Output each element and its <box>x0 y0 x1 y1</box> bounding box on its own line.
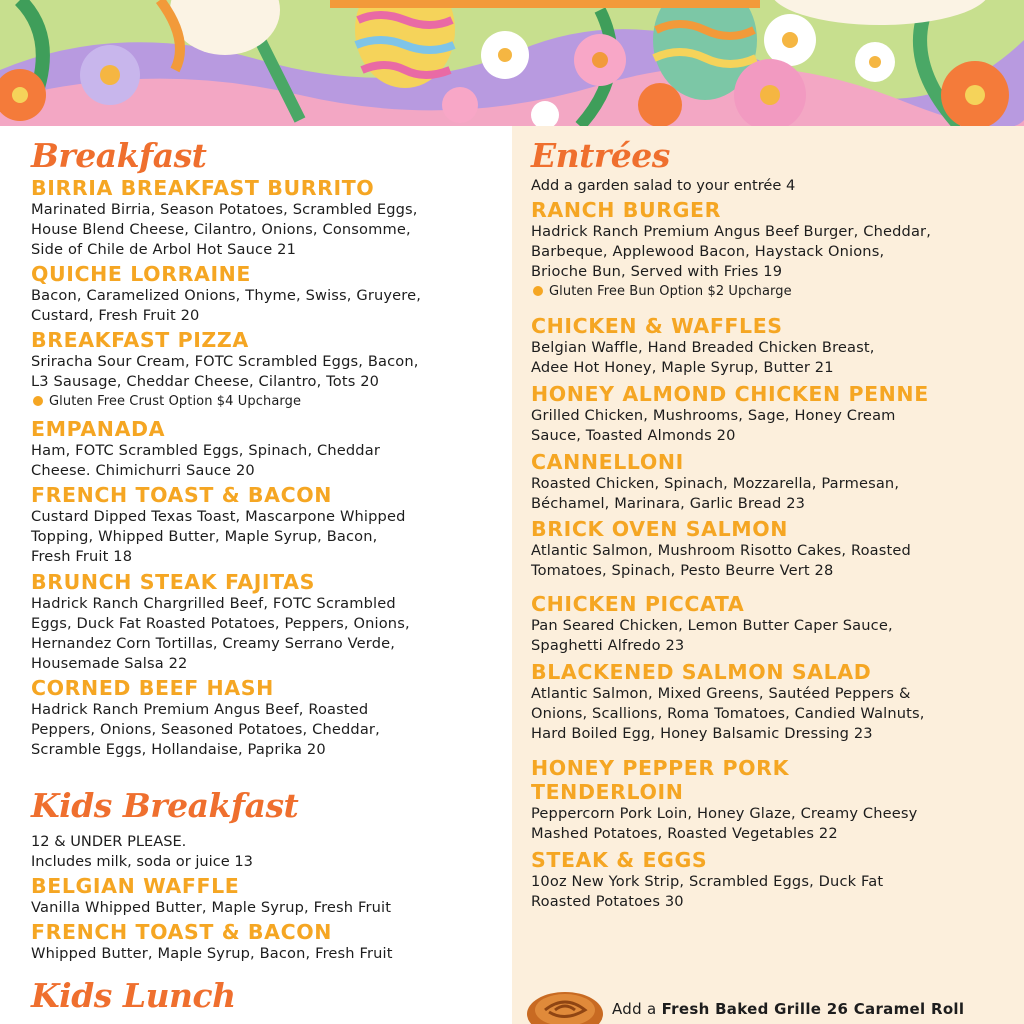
entree-items <box>531 196 1024 912</box>
gluten-free-note <box>531 282 1024 301</box>
menu-item <box>31 176 512 260</box>
caramel-roll-prefix: Add a <box>612 1000 662 1018</box>
menu-item-description: Vanilla Whipped Butter, Maple Syrup, Fresh Fruit <box>31 899 392 916</box>
gluten-free-note-text: Gluten Free Crust Option $4 Upcharge <box>49 394 302 409</box>
kids-breakfast-age-note: 12 & UNDER PLEASE. <box>31 833 187 850</box>
menu-item-description: Spaghetti Alfredo 23 <box>531 637 685 654</box>
banner-illustration <box>0 0 1024 126</box>
menu-item-description: Sriracha Sour Cream, FOTC Scrambled Eggs, Bacon, <box>31 353 419 370</box>
menu-item-name: RANCH BURGER <box>531 198 722 222</box>
right-menu-column <box>512 126 1024 1024</box>
menu-item-description: Side of Chile de Arbol Hot Sauce 21 <box>31 241 297 258</box>
menu-item-description: L3 Sausage, Cheddar Cheese, Cilantro, Tots 20 <box>31 373 380 390</box>
menu-item-name: STEAK & EGGS <box>531 848 708 872</box>
menu-item-description: Mashed Potatoes, Roasted Vegetables 22 <box>531 825 838 842</box>
caramel-roll-text <box>612 1000 964 1018</box>
flower-icon <box>80 45 140 105</box>
menu-item-description: Belgian Waffle, Hand Breaded Chicken Breast, <box>531 339 875 356</box>
menu-item <box>31 872 512 918</box>
menu-item-description: Custard Dipped Texas Toast, Mascarpone Whipped <box>31 508 406 525</box>
menu-item-description: Bacon, Caramelized Onions, Thyme, Swiss, Gruyere, <box>31 287 422 304</box>
menu-item-description: Sauce, Toasted Almonds 20 <box>531 427 736 444</box>
menu-item-name: FRENCH TOAST & BACON <box>31 483 333 507</box>
flower-icon <box>574 34 626 86</box>
menu-item-description: 10oz New York Strip, Scrambled Eggs, Duck Fat <box>531 873 884 890</box>
menu-item-description: Housemade Salsa 22 <box>31 655 188 672</box>
menu-item <box>531 446 1024 514</box>
menu-item-name: HONEY ALMOND CHICKEN PENNE <box>531 382 929 406</box>
menu-item-name: QUICHE LORRAINE <box>31 262 252 286</box>
menu-item-description: Topping, Whipped Butter, Maple Syrup, Bacon, <box>31 528 378 545</box>
menu-item-name: BREAKFAST PIZZA <box>31 328 249 352</box>
flower-icon <box>941 61 1009 126</box>
flower-icon <box>764 14 816 66</box>
breakfast-items <box>31 176 512 760</box>
menu-item <box>31 481 512 567</box>
caramel-roll-name: Fresh Baked Grille 26 Caramel Roll <box>661 1000 965 1018</box>
entrees-salad-note: Add a garden salad to your entrée 4 <box>531 177 796 194</box>
gluten-free-dot-icon <box>533 286 543 296</box>
menu-item-description: Peppercorn Pork Loin, Honey Glaze, Creamy Cheesy <box>531 805 918 822</box>
gluten-free-note <box>31 392 512 411</box>
section-title-breakfast: Breakfast <box>31 136 207 175</box>
left-menu-column <box>0 126 512 1024</box>
menu-item-description: Onions, Scallions, Roma Tomatoes, Candied Walnuts, <box>531 705 925 722</box>
menu-item-description: Whipped Butter, Maple Syrup, Bacon, Fresh Fruit <box>31 945 393 962</box>
menu-item-description: Atlantic Salmon, Mushroom Risotto Cakes, Roasted <box>531 542 911 559</box>
menu-item-name: CHICKEN PICCATA <box>531 592 745 616</box>
kids-breakfast-items <box>31 872 512 964</box>
menu-item <box>531 656 1024 744</box>
menu-item <box>531 581 1024 656</box>
menu-item-name: CANNELLONI <box>531 450 684 474</box>
section-title-kids-breakfast: Kids Breakfast <box>31 786 299 825</box>
kids-breakfast-drink-note: Includes milk, soda or juice 13 <box>31 853 253 870</box>
menu-item <box>31 567 512 674</box>
flower-icon <box>481 31 529 79</box>
menu-item-description: House Blend Cheese, Cilantro, Onions, Consomme, <box>31 221 411 238</box>
menu-item-name: CHICKEN & WAFFLES <box>531 314 783 338</box>
cinnamon-roll-icon <box>525 984 605 1024</box>
menu-item-name: HONEY PEPPER PORK <box>531 756 790 780</box>
menu-item <box>531 844 1024 912</box>
menu-item-description: Barbeque, Applewood Bacon, Haystack Onions, <box>531 243 885 260</box>
menu-item-description: Adee Hot Honey, Maple Syrup, Butter 21 <box>531 359 834 376</box>
menu-item-name: BRUNCH STEAK FAJITAS <box>31 570 315 594</box>
menu-item-description: Béchamel, Marinara, Garlic Bread 23 <box>531 495 806 512</box>
menu-item <box>531 378 1024 446</box>
menu-item <box>31 260 512 326</box>
menu-item <box>31 918 512 964</box>
menu-item-name: CORNED BEEF HASH <box>31 676 274 700</box>
menu-item-description: Tomatoes, Spinach, Pesto Beurre Vert 28 <box>531 562 834 579</box>
menu-item <box>31 326 512 411</box>
menu-item-description: Pan Seared Chicken, Lemon Butter Caper Sauce, <box>531 617 893 634</box>
spring-easter-banner <box>0 0 1024 126</box>
section-title-kids-lunch: Kids Lunch <box>31 976 236 1015</box>
menu-item <box>531 196 1024 301</box>
gluten-free-note-text: Gluten Free Bun Option $2 Upcharge <box>549 284 792 299</box>
menu-item-name: BLACKENED SALMON SALAD <box>531 660 872 684</box>
menu-item-name: FRENCH TOAST & BACON <box>31 920 333 944</box>
menu-item <box>531 514 1024 581</box>
section-title-entrees: Entrées <box>531 136 670 175</box>
menu-item <box>31 411 512 481</box>
menu-item-description: Hard Boiled Egg, Honey Balsamic Dressing 23 <box>531 725 873 742</box>
menu-item-description: Cheese. Chimichurri Sauce 20 <box>31 462 255 479</box>
menu-item-description: Brioche Bun, Served with Fries 19 <box>531 263 783 280</box>
menu-item-name: BIRRIA BREAKFAST BURRITO <box>31 176 375 200</box>
gluten-free-dot-icon <box>33 396 43 406</box>
menu-item-name: BRICK OVEN SALMON <box>531 517 789 541</box>
menu-item-description: Peppers, Onions, Seasoned Potatoes, Cheddar, <box>31 721 380 738</box>
menu-item-description: Ham, FOTC Scrambled Eggs, Spinach, Cheddar <box>31 442 380 459</box>
menu-item-name: BELGIAN WAFFLE <box>31 874 240 898</box>
menu-item-description: Hernandez Corn Tortillas, Creamy Serrano Verde, <box>31 635 396 652</box>
caramel-roll-promo <box>525 984 1024 1024</box>
menu-item-description: Roasted Potatoes 30 <box>531 893 684 910</box>
menu-item-description: Roasted Chicken, Spinach, Mozzarella, Parmesan, <box>531 475 900 492</box>
menu-item-description: Fresh Fruit 18 <box>31 548 133 565</box>
menu-item-description: Grilled Chicken, Mushrooms, Sage, Honey Cream <box>531 407 896 424</box>
menu-item-description: Eggs, Duck Fat Roasted Potatoes, Peppers, Onions, <box>31 615 410 632</box>
menu-item <box>31 674 512 760</box>
menu-item-name: EMPANADA <box>31 417 166 441</box>
menu-item-description: Hadrick Ranch Chargrilled Beef, FOTC Scrambled <box>31 595 396 612</box>
menu-item-description: Marinated Birria, Season Potatoes, Scrambled Eggs, <box>31 201 418 218</box>
menu-item-description: Hadrick Ranch Premium Angus Beef, Roasted <box>31 701 369 718</box>
menu-item-description: Scramble Eggs, Hollandaise, Paprika 20 <box>31 741 326 758</box>
menu-item <box>531 744 1024 844</box>
menu-item-name: TENDERLOIN <box>531 780 684 804</box>
menu-item <box>531 301 1024 378</box>
flower-icon <box>855 42 895 82</box>
menu-item-description: Custard, Fresh Fruit 20 <box>31 307 200 324</box>
menu-item-description: Hadrick Ranch Premium Angus Beef Burger, Cheddar, <box>531 223 931 240</box>
menu-item-description: Atlantic Salmon, Mixed Greens, Sautéed Peppers & <box>531 685 911 702</box>
